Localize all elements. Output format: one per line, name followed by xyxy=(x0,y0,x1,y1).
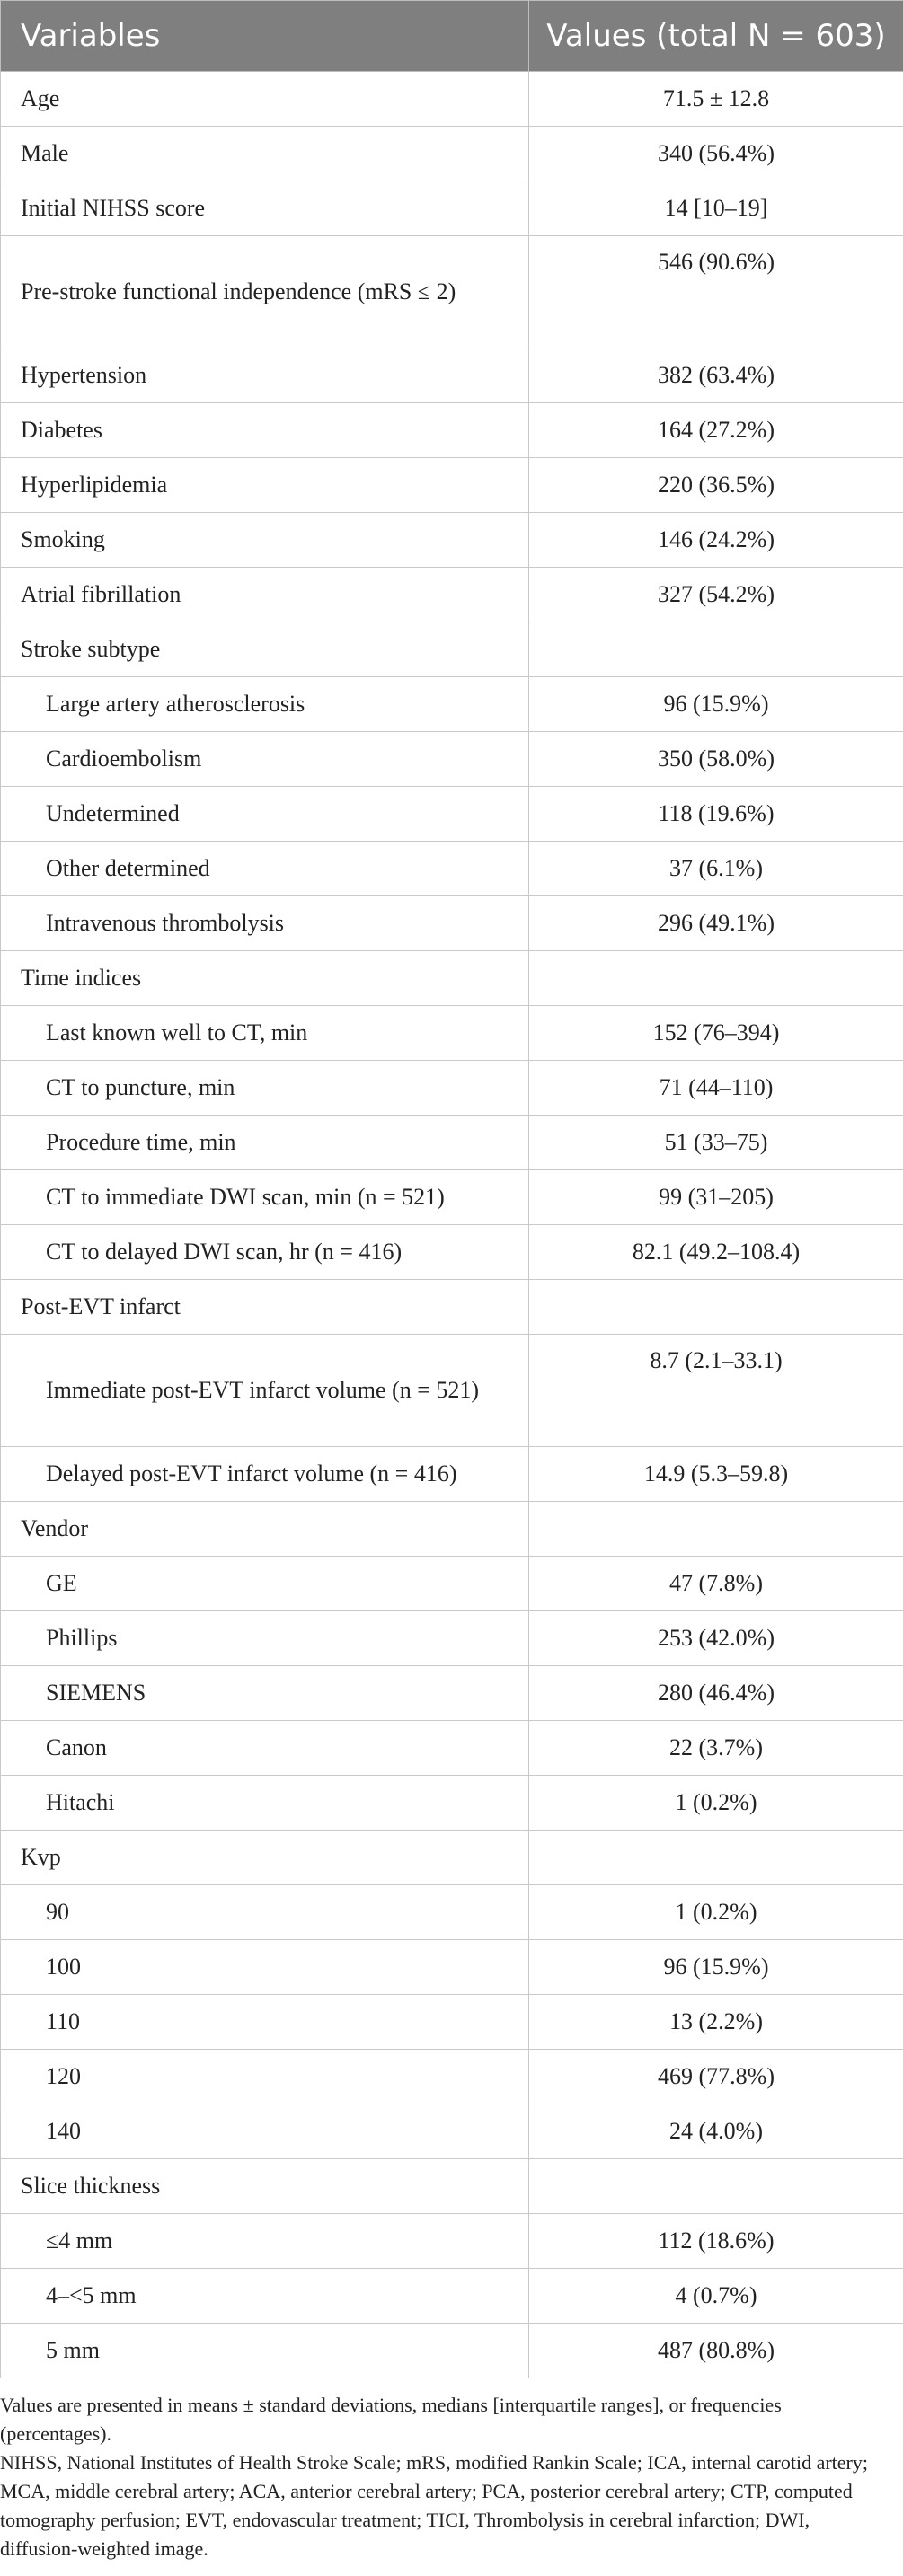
row-label: Time indices xyxy=(1,951,529,1006)
row-value: 382 (63.4%) xyxy=(529,348,903,403)
footnote-1: Values are presented in means ± standard deviations, medians [interquartile ranges], or frequencies (percentages). xyxy=(0,2394,782,2445)
row-label: Immediate post-EVT infarct volume (n = 521) xyxy=(1,1335,529,1447)
row-label: CT to immediate DWI scan, min (n = 521) xyxy=(1,1170,529,1225)
row-value: 350 (58.0%) xyxy=(529,732,903,787)
row-value: 71.5 ± 12.8 xyxy=(529,72,903,127)
row-label: Stroke subtype xyxy=(1,622,529,677)
table-row xyxy=(1,2159,903,2214)
row-label: Other determined xyxy=(1,842,529,896)
row-label: Intravenous thrombolysis xyxy=(1,896,529,951)
row-value: 4 (0.7%) xyxy=(529,2269,903,2324)
table-row xyxy=(1,1885,903,1940)
row-value: 96 (15.9%) xyxy=(529,677,903,732)
table-row xyxy=(1,1225,903,1280)
row-label: Kvp xyxy=(1,1831,529,1885)
row-label: 4–<5 mm xyxy=(1,2269,529,2324)
row-label: GE xyxy=(1,1557,529,1611)
row-label: Large artery atherosclerosis xyxy=(1,677,529,732)
row-value: 152 (76–394) xyxy=(529,1006,903,1061)
table-row xyxy=(1,1170,903,1225)
row-label: Diabetes xyxy=(1,403,529,458)
table-row xyxy=(1,1666,903,1721)
table-row xyxy=(1,1557,903,1611)
table-footnotes xyxy=(0,2391,890,2563)
table-row xyxy=(1,896,903,951)
row-label: Canon xyxy=(1,1721,529,1776)
table-row xyxy=(1,1502,903,1557)
header-values: Values (total N = 603) xyxy=(529,1,903,72)
row-label: Male xyxy=(1,127,529,181)
row-label: ≤4 mm xyxy=(1,2214,529,2269)
row-label: Atrial fibrillation xyxy=(1,568,529,622)
row-value: 14.9 (5.3–59.8) xyxy=(529,1447,903,1502)
table-row xyxy=(1,622,903,677)
row-value xyxy=(529,1831,903,1885)
table-row xyxy=(1,1776,903,1831)
row-label: SIEMENS xyxy=(1,1666,529,1721)
row-value: 164 (27.2%) xyxy=(529,403,903,458)
row-label: Hypertension xyxy=(1,348,529,403)
table-row xyxy=(1,72,903,127)
table-row xyxy=(1,1940,903,1995)
row-label: Cardioembolism xyxy=(1,732,529,787)
table-row xyxy=(1,1006,903,1061)
row-value: 13 (2.2%) xyxy=(529,1995,903,2050)
table-row xyxy=(1,1831,903,1885)
row-value: 118 (19.6%) xyxy=(529,787,903,842)
row-label: 120 xyxy=(1,2050,529,2104)
row-value: 82.1 (49.2–108.4) xyxy=(529,1225,903,1280)
row-label: Pre-stroke functional independence (mRS ≤ 2) xyxy=(1,236,529,348)
table-row xyxy=(1,458,903,513)
row-value: 296 (49.1%) xyxy=(529,896,903,951)
row-label: Age xyxy=(1,72,529,127)
table-row xyxy=(1,513,903,568)
row-value: 469 (77.8%) xyxy=(529,2050,903,2104)
row-label: Hyperlipidemia xyxy=(1,458,529,513)
row-value: 546 (90.6%) xyxy=(529,236,903,348)
row-value xyxy=(529,1280,903,1335)
row-value: 146 (24.2%) xyxy=(529,513,903,568)
row-label: Procedure time, min xyxy=(1,1116,529,1170)
table-row xyxy=(1,2269,903,2324)
table-row xyxy=(1,1061,903,1116)
table-row xyxy=(1,2104,903,2159)
table-row xyxy=(1,127,903,181)
header-variables: Variables xyxy=(1,1,529,72)
row-label: 110 xyxy=(1,1995,529,2050)
row-value: 24 (4.0%) xyxy=(529,2104,903,2159)
table-row xyxy=(1,677,903,732)
row-label: Hitachi xyxy=(1,1776,529,1831)
row-value xyxy=(529,2159,903,2214)
footnote-2: NIHSS, National Institutes of Health Stroke Scale; mRS, modified Rankin Scale; ICA, internal carotid artery; MCA, middle cerebral artery; ACA, anterior cerebral artery; PCA, posterior cerebral artery; CTP, computed tomography perfusion; EVT, endovascular treatment; TICI, Thrombolysis in cerebral infarction; DWI, diffusion-weighted image. xyxy=(0,2451,868,2560)
table-row xyxy=(1,181,903,236)
table-row xyxy=(1,236,903,348)
table-row xyxy=(1,348,903,403)
row-label: 90 xyxy=(1,1885,529,1940)
table-body xyxy=(1,72,903,2378)
row-value: 1 (0.2%) xyxy=(529,1776,903,1831)
row-label: 100 xyxy=(1,1940,529,1995)
row-value: 71 (44–110) xyxy=(529,1061,903,1116)
row-label: Initial NIHSS score xyxy=(1,181,529,236)
table-row xyxy=(1,842,903,896)
row-value: 220 (36.5%) xyxy=(529,458,903,513)
row-value: 327 (54.2%) xyxy=(529,568,903,622)
row-value: 99 (31–205) xyxy=(529,1170,903,1225)
row-value: 1 (0.2%) xyxy=(529,1885,903,1940)
table-row xyxy=(1,1721,903,1776)
table-row xyxy=(1,1995,903,2050)
row-value: 487 (80.8%) xyxy=(529,2324,903,2378)
row-value: 51 (33–75) xyxy=(529,1116,903,1170)
row-value: 22 (3.7%) xyxy=(529,1721,903,1776)
row-label: Undetermined xyxy=(1,787,529,842)
row-label: Phillips xyxy=(1,1611,529,1666)
table-row xyxy=(1,2324,903,2378)
row-value: 253 (42.0%) xyxy=(529,1611,903,1666)
table-row xyxy=(1,1335,903,1447)
table-row xyxy=(1,1280,903,1335)
row-label: Last known well to CT, min xyxy=(1,1006,529,1061)
row-label: 140 xyxy=(1,2104,529,2159)
table-row xyxy=(1,787,903,842)
row-value: 112 (18.6%) xyxy=(529,2214,903,2269)
row-value xyxy=(529,622,903,677)
row-label: 5 mm xyxy=(1,2324,529,2378)
table-row xyxy=(1,951,903,1006)
row-value: 280 (46.4%) xyxy=(529,1666,903,1721)
row-label: Post-EVT infarct xyxy=(1,1280,529,1335)
table-row xyxy=(1,568,903,622)
table-header-row xyxy=(1,1,903,72)
table-row xyxy=(1,2050,903,2104)
table-row xyxy=(1,732,903,787)
table-row xyxy=(1,1116,903,1170)
row-value: 47 (7.8%) xyxy=(529,1557,903,1611)
row-value: 340 (56.4%) xyxy=(529,127,903,181)
row-label: Slice thickness xyxy=(1,2159,529,2214)
table-row xyxy=(1,1447,903,1502)
table-row xyxy=(1,2214,903,2269)
row-label: Smoking xyxy=(1,513,529,568)
row-value: 37 (6.1%) xyxy=(529,842,903,896)
row-value xyxy=(529,951,903,1006)
row-value xyxy=(529,1502,903,1557)
row-label: Vendor xyxy=(1,1502,529,1557)
row-value: 96 (15.9%) xyxy=(529,1940,903,1995)
table-row xyxy=(1,403,903,458)
row-value: 8.7 (2.1–33.1) xyxy=(529,1335,903,1447)
table-row xyxy=(1,1611,903,1666)
row-label: Delayed post-EVT infarct volume (n = 416) xyxy=(1,1447,529,1502)
row-label: CT to delayed DWI scan, hr (n = 416) xyxy=(1,1225,529,1280)
row-label: CT to puncture, min xyxy=(1,1061,529,1116)
row-value: 14 [10–19] xyxy=(529,181,903,236)
